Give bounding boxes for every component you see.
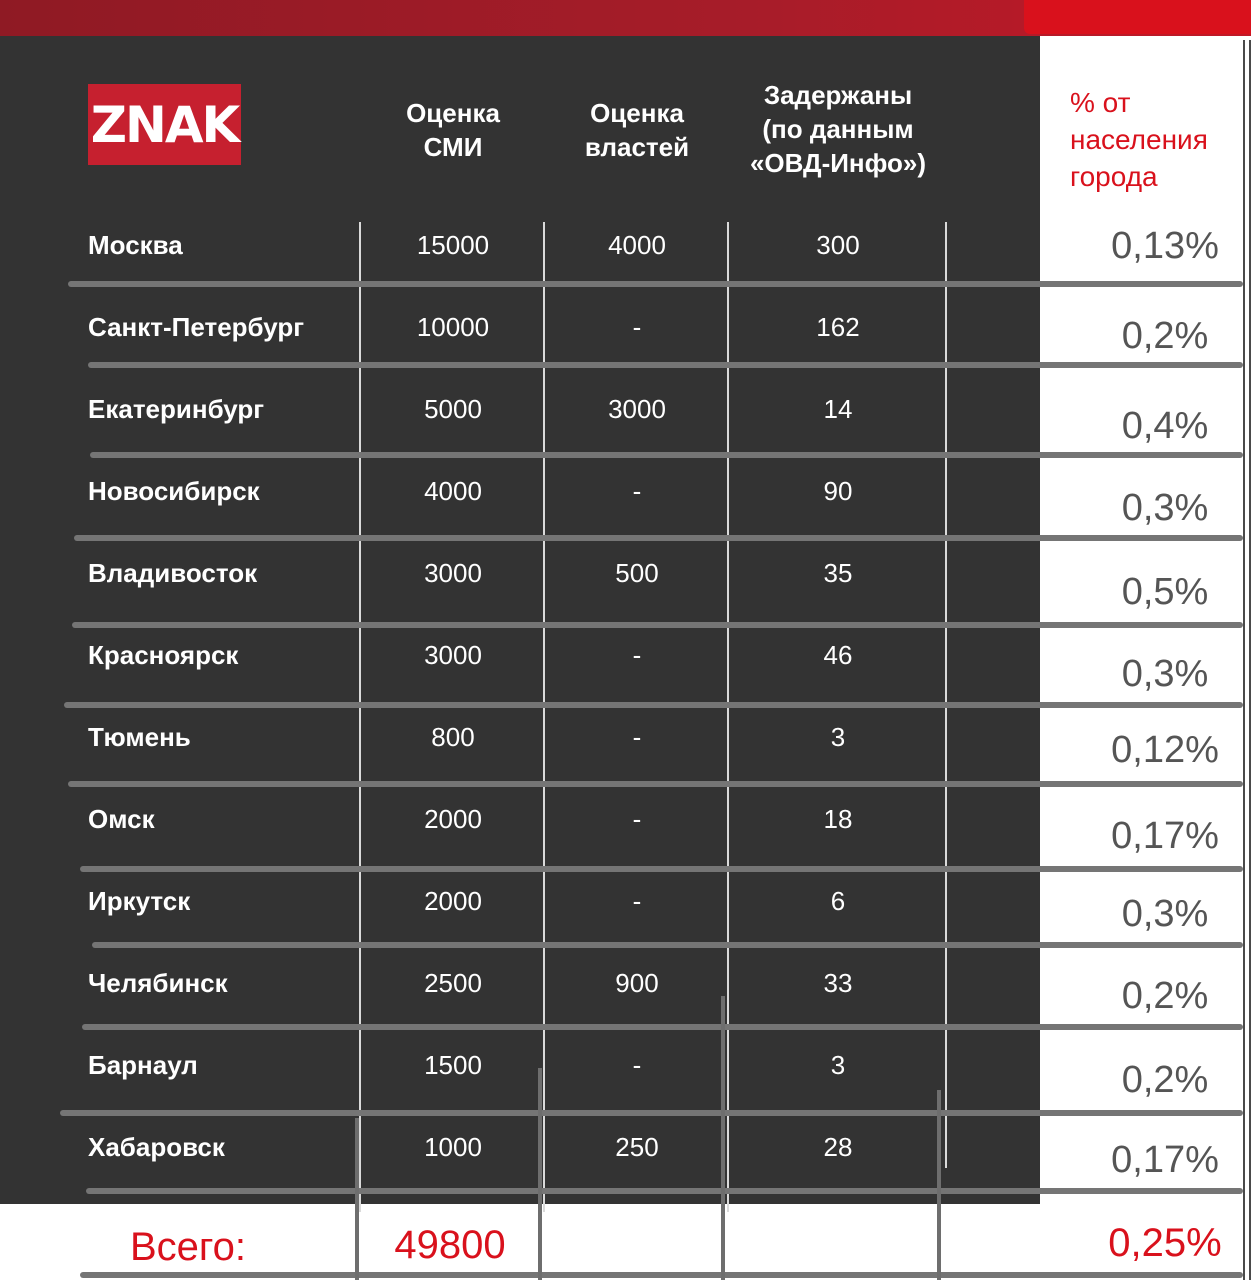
- media-estimate: 2000: [424, 804, 482, 834]
- media-estimate: 15000: [416, 230, 490, 260]
- media-estimate: 5000: [424, 394, 482, 424]
- city-name: Новосибирск: [88, 476, 260, 506]
- table-row: [0, 871, 1251, 953]
- city-name: Барнаул: [88, 1050, 198, 1080]
- authorities-estimate: -: [632, 640, 642, 670]
- media-estimate: 1000: [424, 1132, 482, 1162]
- header-authorities-estimate: Оценка властей: [584, 98, 690, 162]
- detained-count: 28: [823, 1132, 853, 1162]
- authorities-estimate: 250: [615, 1132, 659, 1162]
- percent-value: 0,3%: [1121, 487, 1209, 529]
- city-name: Владивосток: [88, 558, 258, 588]
- media-estimate: 10000: [416, 312, 490, 342]
- percent-value: 0,2%: [1121, 1059, 1209, 1101]
- detained-count: 6: [830, 886, 846, 916]
- percent-value: 0,2%: [1121, 975, 1209, 1017]
- total-media-estimate: 49800: [394, 1223, 506, 1267]
- authorities-estimate: -: [632, 804, 642, 834]
- city-name: Тюмень: [88, 722, 191, 752]
- percent-value: 0,13%: [1111, 225, 1219, 267]
- authorities-estimate: 3000: [608, 394, 666, 424]
- percent-value: 0,2%: [1121, 315, 1209, 357]
- table-row: [0, 215, 1251, 297]
- percent-value: 0,3%: [1121, 893, 1209, 935]
- percent-value: 0,3%: [1121, 653, 1209, 695]
- media-estimate: 4000: [424, 476, 482, 506]
- detained-count: 35: [823, 558, 853, 588]
- detained-count: 18: [823, 804, 853, 834]
- city-name: Хабаровск: [88, 1132, 225, 1162]
- percent-value: 0,17%: [1111, 815, 1219, 857]
- media-estimate: 2000: [424, 886, 482, 916]
- city-name: Омск: [88, 804, 155, 834]
- table-row: [0, 1035, 1251, 1117]
- detained-count: 33: [823, 968, 853, 998]
- znak-logo: ZNAK: [88, 84, 241, 165]
- total-label: Всего:: [130, 1225, 246, 1269]
- percent-value: 0,4%: [1121, 405, 1209, 447]
- header-percent-population: % от населения города: [1070, 87, 1208, 192]
- percent-value: 0,5%: [1121, 571, 1209, 613]
- city-name: Москва: [88, 230, 183, 260]
- city-name: Санкт-Петербург: [88, 312, 305, 342]
- detained-count: 162: [816, 312, 860, 342]
- table-row: [0, 707, 1251, 789]
- table-row: [0, 543, 1251, 625]
- detained-count: 14: [823, 394, 853, 424]
- media-estimate: 3000: [424, 558, 482, 588]
- authorities-estimate: -: [632, 476, 642, 506]
- city-name: Челябинск: [88, 968, 228, 998]
- authorities-estimate: 900: [615, 968, 659, 998]
- percent-value: 0,17%: [1111, 1139, 1219, 1181]
- media-estimate: 800: [431, 722, 475, 752]
- detained-count: 3: [830, 1050, 846, 1080]
- row-divider: [80, 1272, 1243, 1278]
- authorities-estimate: -: [632, 722, 642, 752]
- table-row: [0, 789, 1251, 871]
- table-row: [0, 625, 1251, 707]
- table-row: [0, 461, 1251, 543]
- table-row: [0, 379, 1251, 461]
- city-name: Иркутск: [88, 886, 191, 916]
- authorities-estimate: -: [632, 1050, 642, 1080]
- table-row: [0, 953, 1251, 1035]
- table-row: [0, 297, 1251, 379]
- top-banner-accent: [1024, 0, 1251, 34]
- media-estimate: 2500: [424, 968, 482, 998]
- percent-value: 0,12%: [1111, 729, 1219, 771]
- detained-count: 300: [816, 230, 860, 260]
- total-percent: 0,25%: [1108, 1221, 1222, 1265]
- table-row: [0, 1117, 1251, 1199]
- authorities-estimate: 4000: [608, 230, 666, 260]
- city-name: Красноярск: [88, 640, 239, 670]
- media-estimate: 3000: [424, 640, 482, 670]
- header-detained: Задержаны (по данным «ОВД-Инфо»): [749, 80, 927, 178]
- media-estimate: 1500: [424, 1050, 482, 1080]
- authorities-estimate: 500: [615, 558, 659, 588]
- detained-count: 46: [823, 640, 853, 670]
- authorities-estimate: -: [632, 886, 642, 916]
- city-name: Екатеринбург: [88, 394, 265, 424]
- header-media-estimate: Оценка СМИ: [406, 98, 500, 162]
- detained-count: 90: [823, 476, 853, 506]
- detained-count: 3: [830, 722, 846, 752]
- authorities-estimate: -: [632, 312, 642, 342]
